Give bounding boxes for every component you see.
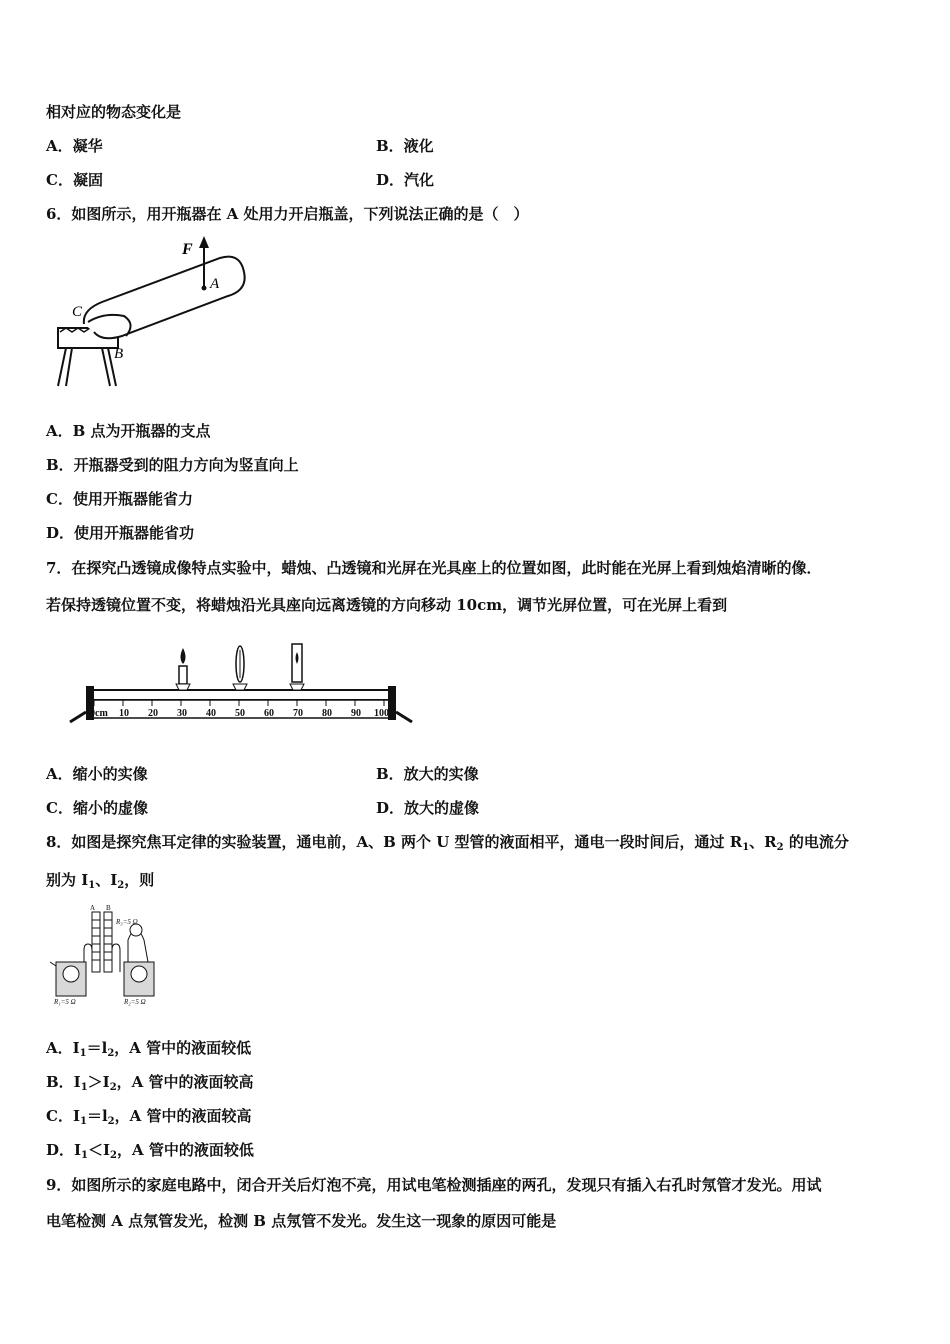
q5-option-d[interactable]: D．汽化 bbox=[376, 171, 435, 189]
q6-option-a[interactable]: A．B 点为开瓶器的支点 bbox=[46, 422, 211, 440]
ruler-label: 10 bbox=[119, 708, 129, 719]
label-f: F bbox=[182, 241, 193, 258]
q9-stem-line2: 电笔检测 A 点氖管发光，检测 B 点氖管不发光。发生这一现象的原因可能是 bbox=[46, 1212, 557, 1230]
q7-option-d[interactable]: D．放大的虚像 bbox=[376, 799, 480, 817]
q9-stem-line1: 9．如图所示的家庭电路中，闭合开关后灯泡不亮，用试电笔检测插座的两孔，发现只有插入右孔时氖管才发光。用试 bbox=[46, 1176, 822, 1194]
q5-row1 bbox=[46, 136, 746, 156]
ruler-label: 90 bbox=[351, 708, 361, 719]
label-tube-b: B bbox=[106, 904, 111, 912]
ruler-label: 40 bbox=[206, 708, 216, 719]
label-c: C bbox=[72, 304, 83, 320]
q5-row2 bbox=[46, 170, 746, 190]
ruler-label: 20 bbox=[148, 708, 158, 719]
q6-option-d[interactable]: D．使用开瓶器能省功 bbox=[46, 524, 195, 542]
ruler-label: 30 bbox=[177, 708, 187, 719]
q8-option-a[interactable]: A．$I_1=l_2$，A 管中的液面较低 bbox=[46, 1039, 252, 1059]
label-r2: R₂=5 Ω bbox=[124, 998, 146, 1006]
q8-stem-line2: 别为 $I_1$、$I_2$，则 bbox=[46, 871, 155, 891]
label-b: B bbox=[114, 346, 124, 362]
q8-option-c[interactable]: C．$I_1=l_2$，A 管中的液面较高 bbox=[46, 1107, 252, 1127]
q7-option-c[interactable]: C．缩小的虚像 bbox=[46, 799, 148, 817]
q7-row1 bbox=[46, 764, 746, 784]
ruler-label: 0cm bbox=[90, 708, 108, 719]
bottle-opener-figure bbox=[44, 232, 254, 392]
convex-lens bbox=[233, 646, 247, 690]
q5-stem: 相对应的物态变化是 bbox=[46, 103, 182, 121]
label-r1: R₁=5 Ω bbox=[54, 998, 76, 1006]
q5-option-c[interactable]: C．凝固 bbox=[46, 171, 103, 189]
joule-law-apparatus-figure bbox=[48, 900, 160, 1010]
q7-option-a[interactable]: A．缩小的实像 bbox=[46, 765, 148, 783]
optical-bench-figure bbox=[66, 640, 416, 726]
label-a: A bbox=[210, 276, 220, 292]
q8-option-d[interactable]: D．$I_1<I_2$，A 管中的液面较低 bbox=[46, 1141, 254, 1161]
q6-stem: 6．如图所示，用开瓶器在 A 处用力开启瓶盖，下列说法正确的是（ ） bbox=[46, 205, 529, 223]
q5-option-b[interactable]: B．液化 bbox=[376, 137, 434, 155]
candle bbox=[176, 648, 190, 690]
q6-option-c[interactable]: C．使用开瓶器能省力 bbox=[46, 490, 193, 508]
q7-option-b[interactable]: B．放大的实像 bbox=[376, 765, 479, 783]
label-r3: R₃=5 Ω bbox=[116, 918, 138, 926]
ruler-label: 50 bbox=[235, 708, 245, 719]
q5-option-a[interactable]: A．凝华 bbox=[46, 137, 103, 155]
q7-stem-line1: 7．在探究凸透镜成像特点实验中，蜡烛、凸透镜和光屏在光具座上的位置如图，此时能在光屏上看到烛焰清晰的像． bbox=[46, 559, 822, 577]
q6-option-b[interactable]: B．开瓶器受到的阻力方向为竖直向上 bbox=[46, 456, 299, 474]
ruler-label: 80 bbox=[322, 708, 332, 719]
ruler-label: 100 bbox=[374, 708, 389, 719]
ruler-label: 60 bbox=[264, 708, 274, 719]
q7-stem-line2: 若保持透镜位置不变，将蜡烛沿光具座向远离透镜的方向移动 10cm，调节光屏位置，可在光屏上看到 bbox=[46, 596, 728, 614]
light-screen bbox=[290, 644, 304, 690]
ruler-label: 70 bbox=[293, 708, 303, 719]
q8-option-b[interactable]: B．$I_1>I_2$，A 管中的液面较高 bbox=[46, 1073, 254, 1093]
q8-stem-line1: 8．如图是探究焦耳定律的实验装置，通电前，A、B 两个 U 型管的液面相平，通电一段时间后，通过 $R_1$、$R_2$ 的电流分 bbox=[46, 833, 849, 853]
q7-row2 bbox=[46, 798, 746, 818]
label-tube-a: A bbox=[90, 904, 96, 912]
